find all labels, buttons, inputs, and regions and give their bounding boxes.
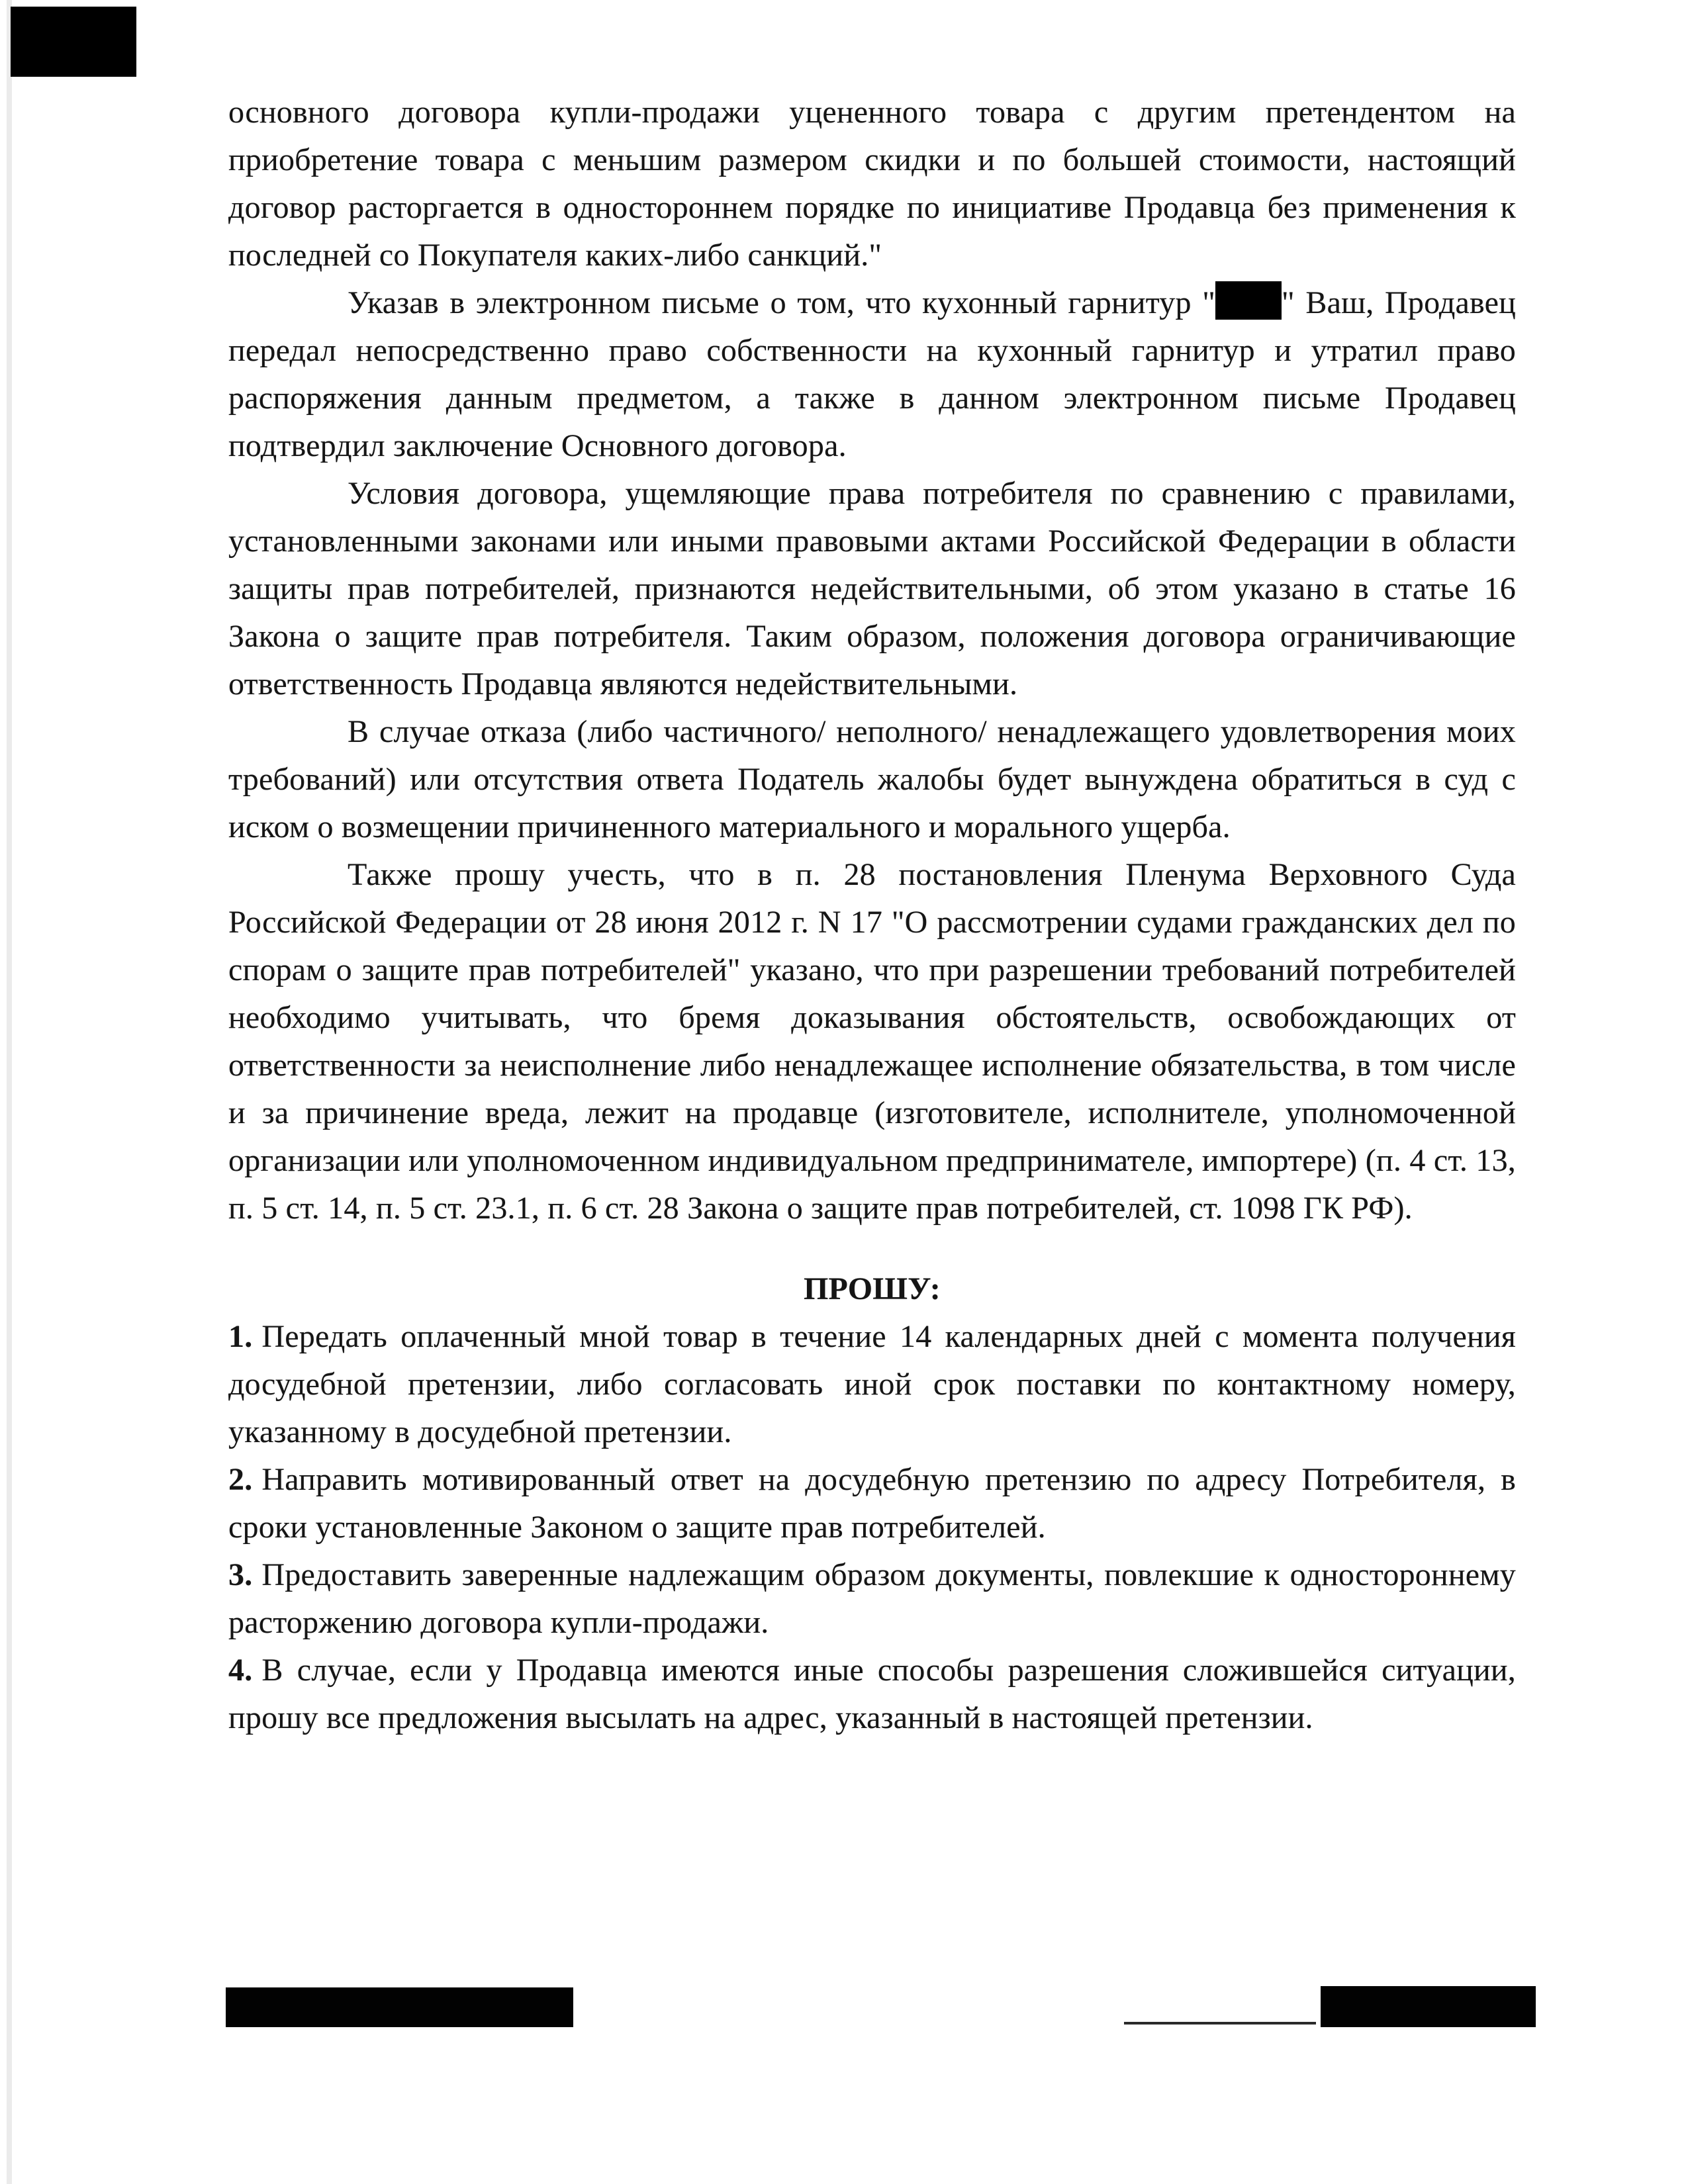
demand-number: 3.	[228, 1557, 253, 1592]
paragraph-continuation	[228, 89, 1516, 279]
paragraph-text: В случае отказа (либо частичного/ неполного/ ненадлежащего удовлетворения моих требований) или отсутствия ответа Податель жалобы будет вынуждена обратиться в суд с иском о возмещении причиненного материального и морального ущерба.	[228, 714, 1516, 844]
paragraph-text: Условия договора, ущемляющие права потребителя по сравнению с правилами, установленными законами или иными правовыми актами Российской Федерации в области защиты прав потребителей, признаются недействительными, об этом указано в статье 16 Закона о защите прав потребителя. Таким образом, положения договора ограничивающие ответственность Продавца являются недействительными.	[228, 476, 1516, 702]
redaction-box-signature-name	[226, 1987, 573, 2027]
redaction-box-signature	[1321, 1986, 1536, 2027]
demand-item-1	[228, 1313, 1516, 1456]
demand-number: 2.	[228, 1462, 253, 1497]
demand-item-2	[228, 1456, 1516, 1551]
paragraph-text: " Ваш, Продавец передал непосредственно право собственности на кухонный гарнитур и утратил право распоряжения данным предметом, а также в данном электронном письме Продавец подтвердил заключение Основного договора.	[228, 285, 1517, 463]
document-body	[228, 89, 1516, 1742]
demand-text: В случае, если у Продавца имеются иные способы разрешения сложившейся ситуации, прошу все предложения высылать на адрес, указанный в настоящей претензии.	[228, 1653, 1516, 1735]
paragraph-supreme-court-ruling	[228, 851, 1516, 1232]
signature-line	[1124, 2022, 1316, 2025]
demand-number: 1.	[228, 1319, 253, 1354]
demand-text: Направить мотивированный ответ на досудебную претензию по адресу Потребителя, в сроки установленные Законом о защите прав потребителей.	[228, 1462, 1516, 1545]
redaction-box-top-left	[11, 7, 136, 77]
demand-item-4	[228, 1647, 1516, 1742]
demand-text: Предоставить заверенные надлежащим образом документы, повлекшие к одностороннему расторжению договора купли-продажи.	[228, 1557, 1516, 1640]
scan-edge-artifact	[7, 0, 12, 2184]
paragraph-text: Также прошу учесть, что в п. 28 постановления Пленума Верховного Суда Российской Федерации от 28 июня 2012 г. N 17 "О рассмотрении судами гражданских дел по спорам о защите прав потребителей" указано, что при разрешении требований потребителей необходимо учитывать, что бремя доказывания обстоятельств, освобождающих от ответственности за неисполнение либо ненадлежащее исполнение обязательства, в том числе и за причинение вреда, лежит на продавце (изготовителе, исполнителе, уполномоченной организации или уполномоченном индивидуальном предпринимателе, импортере) (п. 4 ст. 13, п. 5 ст. 14, п. 5 ст. 23.1, п. 6 ст. 28 Закона о защите прав потребителей, ст. 1098 ГК РФ).	[228, 857, 1516, 1226]
demand-number: 4.	[228, 1653, 253, 1688]
paragraph-text: основного договора купли-продажи уцененного товара с другим претендентом на приобретение товара с меньшим размером скидки и по большей стоимости, настоящий договор расторгается в одностороннем порядке по инициативе Продавца без применения к последней со Покупателя каких-либо санкций."	[228, 95, 1516, 273]
demand-item-3	[228, 1551, 1516, 1647]
demand-text: Передать оплаченный мной товар в течение 14 календарных дней с момента получения досудебной претензии, либо согласовать иной срок поставки по контактному номеру, указанному в досудебной претензии.	[228, 1319, 1516, 1449]
redaction-box-inline	[1215, 281, 1282, 320]
paragraph-text: Указав в электронном письме о том, что кухонный гарнитур "	[348, 285, 1216, 320]
paragraph-email-statement	[228, 279, 1516, 470]
paragraph-refusal-consequences	[228, 708, 1516, 851]
heading-proshu: ПРОШУ:	[803, 1271, 941, 1306]
paragraph-contract-terms	[228, 470, 1516, 708]
